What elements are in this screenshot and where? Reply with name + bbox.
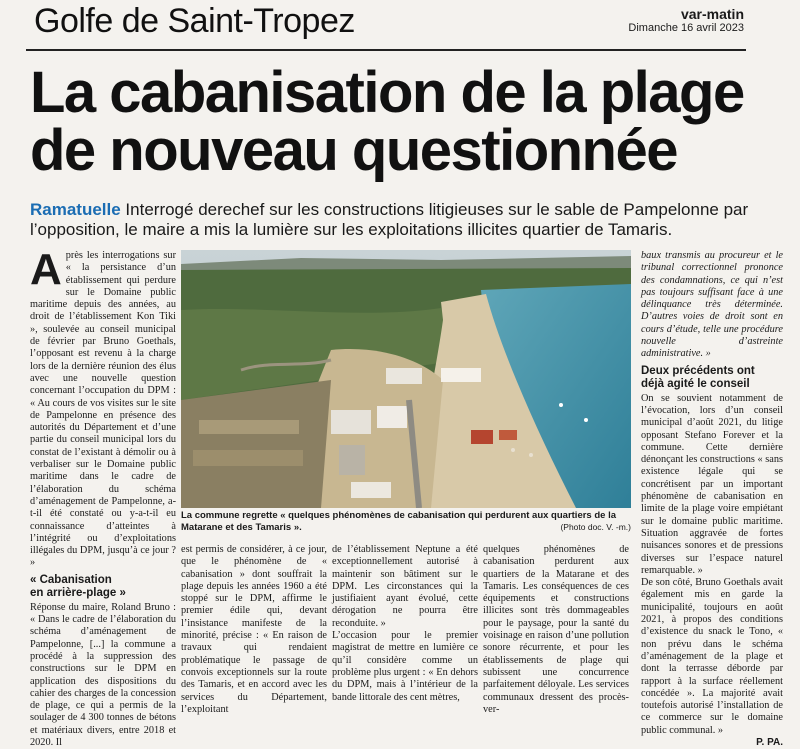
headline: [30, 60, 760, 183]
subheading: [30, 574, 176, 600]
subheading-line: « Cabanisation: [30, 573, 112, 586]
drop-cap: A: [30, 245, 62, 294]
article-column-4: [483, 544, 629, 715]
paragraph: baux transmis au procureur et le tribunal correctionnel prononce des condamnations, ce qui n’est pas toujours suffisant face à une délinquance très déterminée. D’autres voies de droit sont en cours d’étude, telle une procédure nouvelle d’astreinte administrative. »: [641, 250, 783, 360]
paragraph: de l’établissement Neptune a été exceptionnellement autorisé à maintenir son bâtiment sur le DPM. Les circonstances qui la justifiaient ayant évolué, cette dérogation ne pourra être reconduite. »: [332, 544, 478, 629]
article-column-1: [30, 245, 176, 748]
paragraph: Réponse du maire, Roland Bruno : « Dans le cadre de l’élaboration du schéma d’aménagement de Pampelonne, [...] la commune a procédé à la suppression des constructions sur le DPM en application des dispositions du cahier des charges de la concession de plage, ce qui a permis de la soulager de 4 300 tonnes de bétons et matériaux divers, entre 2018 et 2020. Il: [30, 601, 176, 748]
headline-line-2: de nouveau questionnée: [30, 118, 677, 183]
header-rule: [26, 49, 746, 51]
standfirst: [30, 200, 775, 240]
paragraph: De son côté, Bruno Goethals avait également mis en garde la municipalité, toujours en août 2021, à propos des conditions d’existence du snack le Tono, « non prévu dans le schéma d’aménagement de la plage et dont la terrasse déborde par rapport à la surface réellement concédée ». La majorité avait toutefois autorisé l’installation de ce commerce sur le domaine public communal. »: [641, 577, 783, 736]
photo-image: [181, 250, 631, 508]
subheading: [641, 365, 783, 391]
publication-date: Dimanche 16 avril 2023: [628, 22, 744, 34]
author-signature: P. PA.: [756, 736, 783, 748]
section-title: Golfe de Saint-Tropez: [34, 2, 355, 40]
caption-text: La commune regrette « quelques phénomènes de cabanisation qui perdurent aux quartiers de la Matarane et des Tamaris ».: [181, 510, 616, 533]
article-column-3: [332, 544, 478, 703]
paragraph: quelques phénomènes de cabanisation perdurent aux quartiers de la Matarane et des Tamaris. Les conséquences de ces équipements et constructions illicites sont très dommageables pour le paysage, pour la santé du voisinage en raison d’une pollution sonore récurrente, et pour les établissements de plage qui subissent une concurrence parfaitement déloyale. Les services communaux dressent des procès-ver-: [483, 544, 629, 715]
photo-credit: (Photo doc. V. -m.): [560, 521, 631, 532]
subheading-line: déjà agité le conseil: [641, 377, 750, 390]
article-column-5: [641, 250, 783, 748]
subheading-line: Deux précédents ont: [641, 364, 755, 377]
standfirst-text: Interrogé derechef sur les constructions litigieuses sur le sable de Pampelonne par l’opposition, le maire a mis la lumière sur les exploitations illicites quartier de Tamaris.: [30, 200, 749, 239]
paragraph: L’occasion pour le premier magistrat de mettre en lumière ce qu’il considère comme un problème plus urgent : « En dehors du DPM, mais à l’intérieur de la bande littorale des cent mètres,: [332, 630, 478, 703]
paragraph: est permis de considérer, à ce jour, que le phénomène de « cabanisation » dont souffrait la plage depuis les années 1960 a été stoppé sur le DPM, affirme le premier édile qui, devant l’insistance manifeste de la minorité, précise : « En raison de travaux qui rendaient problématique le passage de convois exceptionnels sur la route des Tamaris, et en accord avec les services du Département, l’exploitant: [181, 544, 327, 715]
aerial-beach-photo: [181, 250, 631, 508]
paragraph: près les interrogations sur « la persistance d’un établissement qui perdure sur le Domaine public maritime depuis des années, au droit de l’établissement Kon Tiki », soulevée au conseil municipal de février par Bruno Goethals, l’opposant est revenu à la charge lors de la dernière réunion des élus avec une nouvelle question concernant l’occupation du DPM : « Au cours de vos visites sur le site de Pampelonne en présence des autorités du Département et d’une partie du conseil municipal lors du constat de l’existant à démolir ou à verbaliser sur le Domaine public maritime dans le cadre de l’élaboration du schéma d’aménagement de Pampelonne, a-t-il été constaté ou y-a-t-il eu connaissance d’atteintes à l’intégrité ou d’exploitations illégales du DPM, jusqu’à ce jour ? »: [30, 250, 176, 569]
photo-caption: [181, 510, 631, 533]
article-column-2: [181, 544, 327, 715]
subheading-line: en arrière-plage »: [30, 586, 126, 599]
newspaper-brand: var-matin: [680, 6, 744, 22]
paragraph: On se souvient notamment de l’évocation, lors d’un conseil municipal d’août 2021, du litige opposant Stefano Forever et la commune. Cette dernière dénonçant les constructions « sans existence légale qui se concrétisent par un important phénomène de cabanisation en limite de la plage voire empiétant sur le domaine public maritime. Situation aggravée de fortes nuisances sonores et de pressions diverses sur l’espace naturel remarquable. »: [641, 392, 783, 576]
kicker: Ramatuelle: [30, 200, 121, 219]
headline-line-1: La cabanisation de la plage: [30, 60, 744, 125]
